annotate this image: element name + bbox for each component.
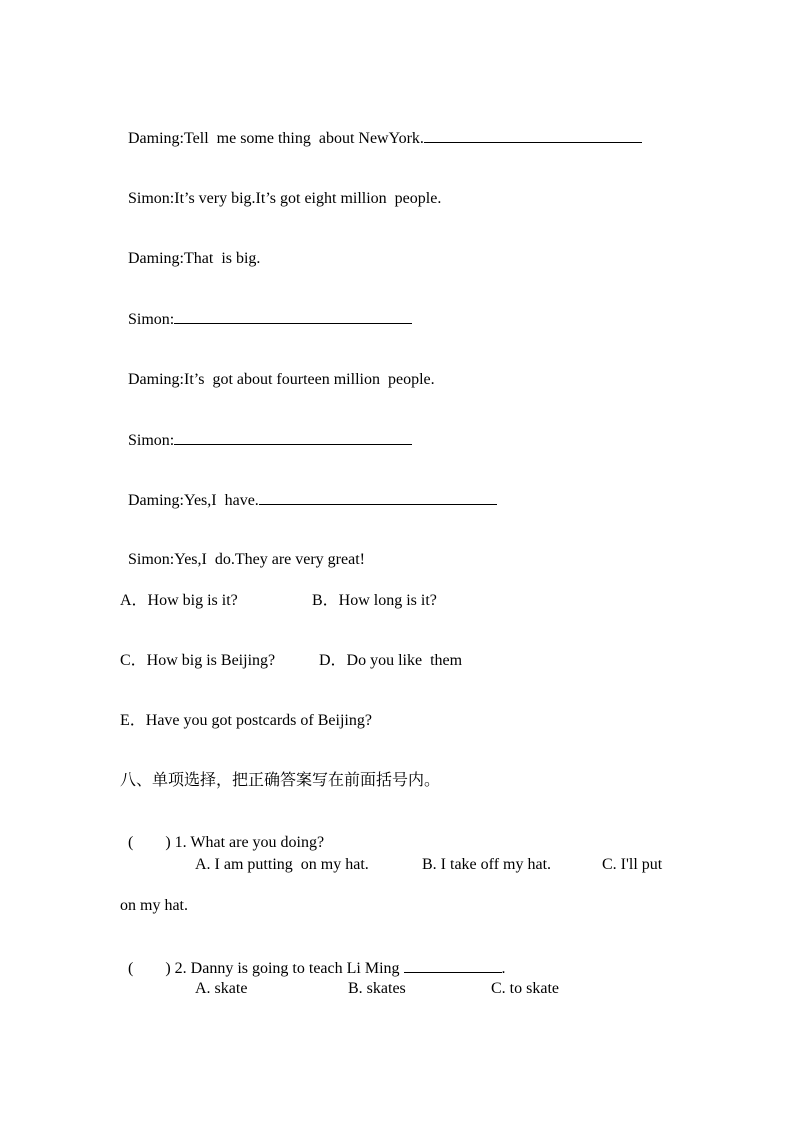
q1-option-b: B. I take off my hat. xyxy=(422,856,552,873)
answer-blank[interactable] xyxy=(404,958,502,973)
question-end: . xyxy=(501,960,506,977)
question-1 xyxy=(120,813,324,853)
question-stem: 2. Danny is going to teach Li Ming xyxy=(170,960,404,977)
choice-c: C．How big is Beijing? xyxy=(120,652,276,669)
dialogue-text: Simon: xyxy=(128,311,175,328)
choice-e: E．Have you got postcards of Beijing? xyxy=(120,712,372,729)
answer-blank[interactable] xyxy=(174,309,412,324)
dialogue-text: Daming:That is big. xyxy=(128,250,261,267)
dialogue-line-3 xyxy=(120,229,260,269)
dialogue-line-1 xyxy=(120,108,642,149)
answer-blank[interactable] xyxy=(174,430,412,445)
answer-paren[interactable]: ( ) xyxy=(128,834,171,851)
dialogue-line-6 xyxy=(120,410,412,451)
question-stem: 1. What are you doing? xyxy=(170,834,325,851)
q2-option-b: B. skates xyxy=(348,980,406,997)
dialogue-line-2 xyxy=(120,169,441,209)
section-heading: 八、单项选择，把正确答案写在前面括号内。 xyxy=(120,770,441,789)
dialogue-text: Daming:Tell me some thing about NewYork. xyxy=(128,130,424,147)
dialogue-text: Simon: xyxy=(128,432,175,449)
answer-paren[interactable]: ( ) xyxy=(128,960,171,977)
dialogue-text: Simon:It’s very big.It’s got eight million people. xyxy=(128,190,442,207)
dialogue-line-7 xyxy=(120,470,497,511)
question-2 xyxy=(120,938,506,979)
q2-option-c: C. to skate xyxy=(491,980,559,997)
q1-option-c: C. I'll put xyxy=(602,856,663,873)
choice-a: A．How big is it? xyxy=(120,592,238,609)
answer-blank[interactable] xyxy=(259,490,497,505)
q1-option-a: A. I am putting on my hat. xyxy=(195,856,369,873)
q1-option-c-wrap: on my hat. xyxy=(120,897,188,914)
dialogue-text: Simon:Yes,I do.They are very great! xyxy=(128,551,365,568)
q2-option-a: A. skate xyxy=(195,980,248,997)
choice-d: D．Do you like them xyxy=(319,652,463,669)
dialogue-line-4 xyxy=(120,289,412,330)
dialogue-line-8 xyxy=(120,530,365,570)
answer-blank[interactable] xyxy=(424,128,642,143)
dialogue-text: Daming:Yes,I have. xyxy=(128,492,259,509)
choice-b: B．How long is it? xyxy=(312,592,437,609)
dialogue-text: Daming:It’s got about fourteen million people. xyxy=(128,371,435,388)
dialogue-line-5 xyxy=(120,350,435,390)
